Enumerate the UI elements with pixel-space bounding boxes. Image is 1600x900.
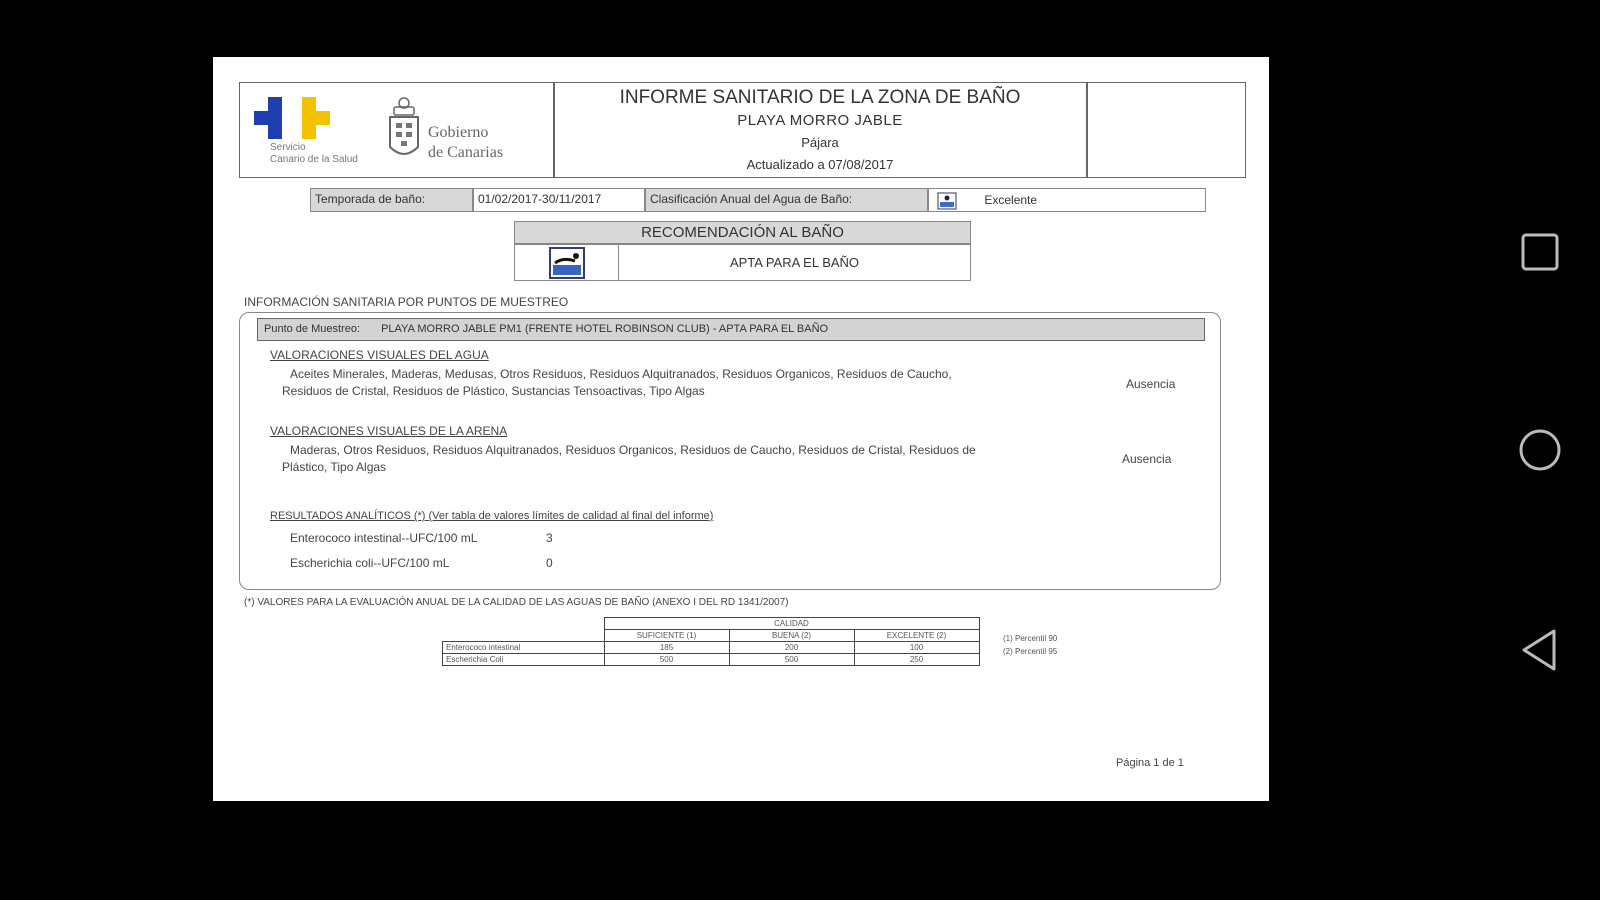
limits-cell: 250 [854,654,979,666]
page-number: Página 1 de 1 [1116,757,1184,769]
table-row [443,654,980,666]
swimmer-icon [549,247,585,279]
limits-cell: 185 [604,642,729,654]
home-button[interactable] [1516,426,1564,474]
sand-visual-title: VALORACIONES VISUALES DE LA ARENA [270,424,508,438]
limits-column-header: EXCELENTE (2) [854,630,979,642]
sampling-section-title: INFORMACIÓN SANITARIA POR PUNTOS DE MUESTREO [244,295,569,309]
limits-column-header: SUFICIENTE (1) [604,630,729,642]
limits-row-name: Enterococo intestinal [443,642,605,654]
water-visual-result: Ausencia [1126,377,1176,391]
logo-subtitle: Servicio [270,142,306,153]
sand-visual-result: Ausencia [1122,452,1172,466]
logo-subtitle: Canario de la Salud [270,154,358,165]
municipality: Pájara [801,135,839,150]
recommendation-icon-cell [514,244,619,281]
table-row [443,642,980,654]
gov-name: de Canarias [428,144,504,161]
classification-value-cell [928,188,1206,212]
sand-visual-items: Maderas, Otros Residuos, Residuos Alquitranados, Residuos Organicos, Residuos de Caucho, Residuos de Cristal, Residuos de [290,443,976,457]
limits-group-header: CALIDAD [604,618,979,630]
season-value: 01/02/2017-30/11/2017 [473,188,645,212]
limits-cell: 100 [854,642,979,654]
beach-name: PLAYA MORRO JABLE [737,112,903,129]
report-title: INFORME SANITARIO DE LA ZONA DE BAÑO [619,87,1021,108]
classification-label: Clasificación Anual del Agua de Baño: [645,188,928,212]
limits-note: (*) VALORES PARA LA EVALUACIÓN ANUAL DE LA CALIDAD DE LAS AGUAS DE BAÑO (ANEXO I DEL RD 1341/2007) [244,597,789,608]
report-page [213,57,1269,801]
limits-row-name: Escherichia Coli [443,654,605,666]
scs-logo [254,97,374,167]
water-visual-items: Residuos de Cristal, Residuos de Plástico, Sustancias Tensoactivas, Tipo Algas [282,384,705,398]
water-visual-items: Aceites Minerales, Maderas, Medusas, Otros Residuos, Residuos Alquitranados, Residuos Organicos, Residuos de Caucho, [290,367,952,381]
limits-cell: 500 [604,654,729,666]
update-date: Actualizado a 07/08/2017 [746,157,894,172]
quality-icon [937,192,957,210]
gobierno-canarias-logo [386,97,546,167]
sampling-point-box [239,312,1221,590]
limits-column-header: BUENA (2) [729,630,854,642]
analytic-name: Enterococo intestinal--UFC/100 mL [290,531,478,545]
analytic-results-title: RESULTADOS ANALÍTICOS (*) (Ver tabla de valores límites de calidad al final del informe) [270,510,714,522]
season-label: Temporada de baño: [310,188,473,212]
recommendation-header: RECOMENDACIÓN AL BAÑO [514,221,971,244]
sampling-point-label: Punto de Muestreo: [264,323,361,335]
coat-of-arms-icon [386,97,422,165]
limits-table [442,617,980,666]
water-visual-title: VALORACIONES VISUALES DEL AGUA [270,348,489,362]
recent-apps-button[interactable] [1516,228,1564,276]
analytic-name: Escherichia coli--UFC/100 mL [290,556,450,570]
back-triangle-icon [1516,626,1564,674]
classification-value: Excelente [984,193,1038,208]
limits-cell: 200 [729,642,854,654]
sampling-point-bar [257,318,1205,341]
back-button[interactable] [1516,626,1564,674]
sand-visual-items: Plástico, Tipo Algas [282,460,387,474]
analytic-value: 0 [546,556,553,570]
recommendation-value: APTA PARA EL BAÑO [619,244,971,281]
limits-footnote: (2) Percentil 95 [1003,647,1058,656]
analytic-value: 3 [546,531,553,545]
limits-footnote: (1) Percentil 90 [1003,634,1058,643]
header-divider [1086,83,1088,177]
sampling-point-value: PLAYA MORRO JABLE PM1 (FRENTE HOTEL ROBINSON CLUB) - APTA PARA EL BAÑO [381,323,829,335]
circle-icon [1516,426,1564,474]
gov-name: Gobierno [428,124,489,141]
square-icon [1516,228,1564,276]
limits-cell: 500 [729,654,854,666]
report-header [239,82,1246,178]
